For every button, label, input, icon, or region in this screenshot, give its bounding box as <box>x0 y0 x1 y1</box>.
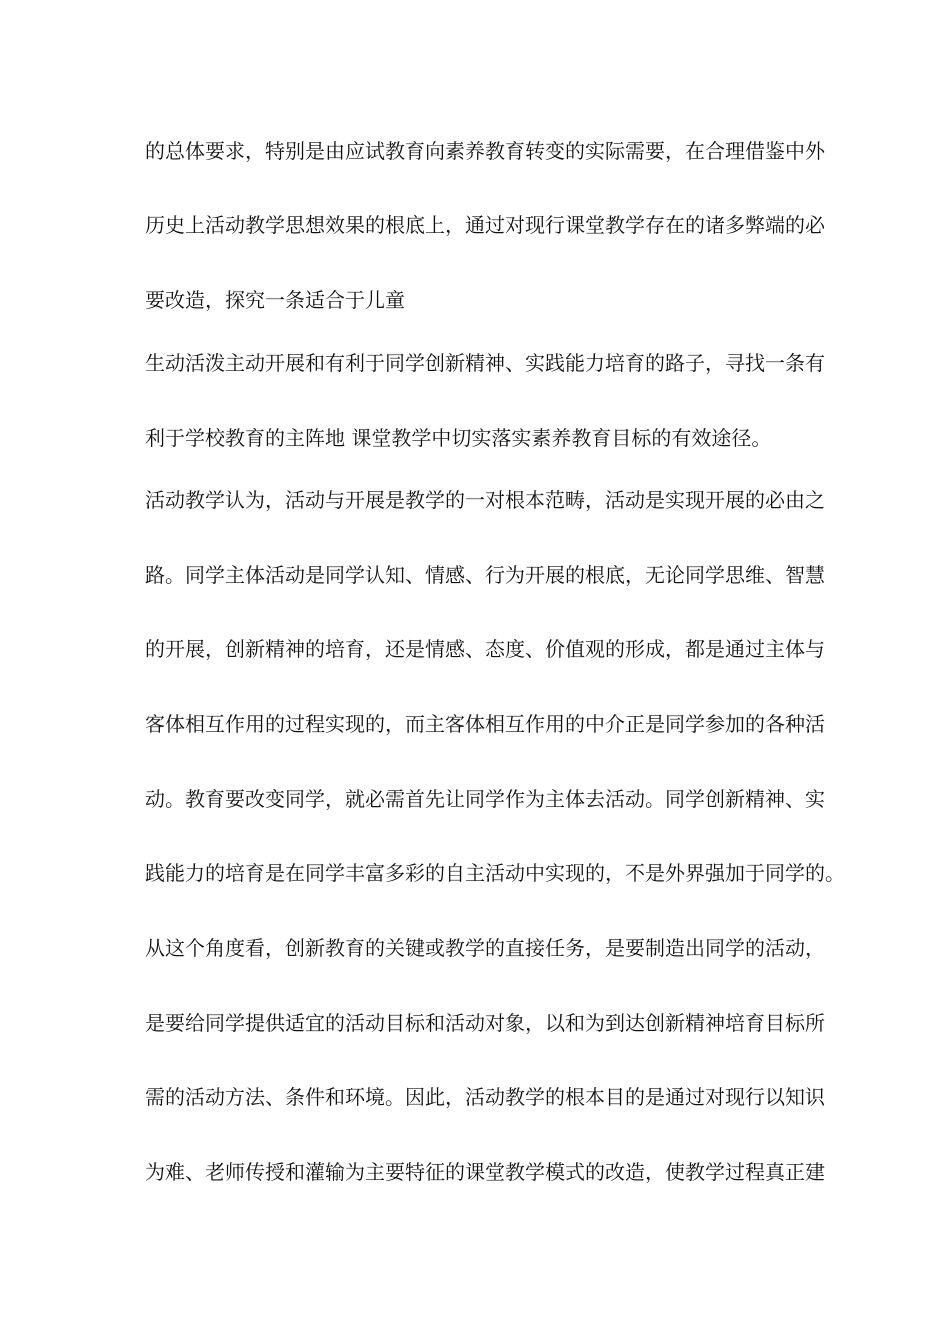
text-line: 历史上活动教学思想效果的根底上，通过对现行课堂教学存在的诸多弊端的必 <box>145 213 825 237</box>
text-line: 利于学校教育的主阵地 课堂教学中切实落实素养教育目标的有效途径。 <box>145 426 772 450</box>
text-line: 要改造，探究一条适合于儿童 <box>145 288 405 312</box>
text-line: 活动教学认为，活动与开展是教学的一对根本范畴，活动是实现开展的必由之 <box>145 488 825 512</box>
text-line: 需的活动方法、条件和环境。因此，活动教学的根本目的是通过对现行以知识 <box>145 1085 825 1109</box>
text-line: 的总体要求，特别是由应试教育向素养教育转变的实际需要，在合理借鉴中外 <box>145 139 825 163</box>
text-line: 的开展，创新精神的培育，还是情感、态度、价值观的形成，都是通过主体与 <box>145 637 825 661</box>
text-line: 生动活泼主动开展和有利于同学创新精神、实践能力培育的路子，寻找一条有 <box>145 351 825 375</box>
text-line: 为难、老师传授和灌输为主要特征的课堂教学模式的改造，使教学过程真正建 <box>145 1160 825 1184</box>
text-line: 动。教育要改变同学，就必需首先让同学作为主体去活动。同学创新精神、实 <box>145 787 825 811</box>
text-line: 路。同学主体活动是同学认知、情感、行为开展的根底，无论同学思维、智慧 <box>145 563 825 587</box>
text-line: 践能力的培育是在同学丰富多彩的自主活动中实现的，不是外界强加于同学的。 <box>145 861 845 885</box>
text-line: 从这个角度看，创新教育的关键或教学的直接任务，是要制造出同学的活动， <box>145 936 825 960</box>
text-line: 是要给同学提供适宜的活动目标和活动对象，以和为到达创新精神培育目标所 <box>145 1011 825 1035</box>
text-line: 客体相互作用的过程实现的，而主客体相互作用的中介正是同学参加的各种活 <box>145 712 825 736</box>
